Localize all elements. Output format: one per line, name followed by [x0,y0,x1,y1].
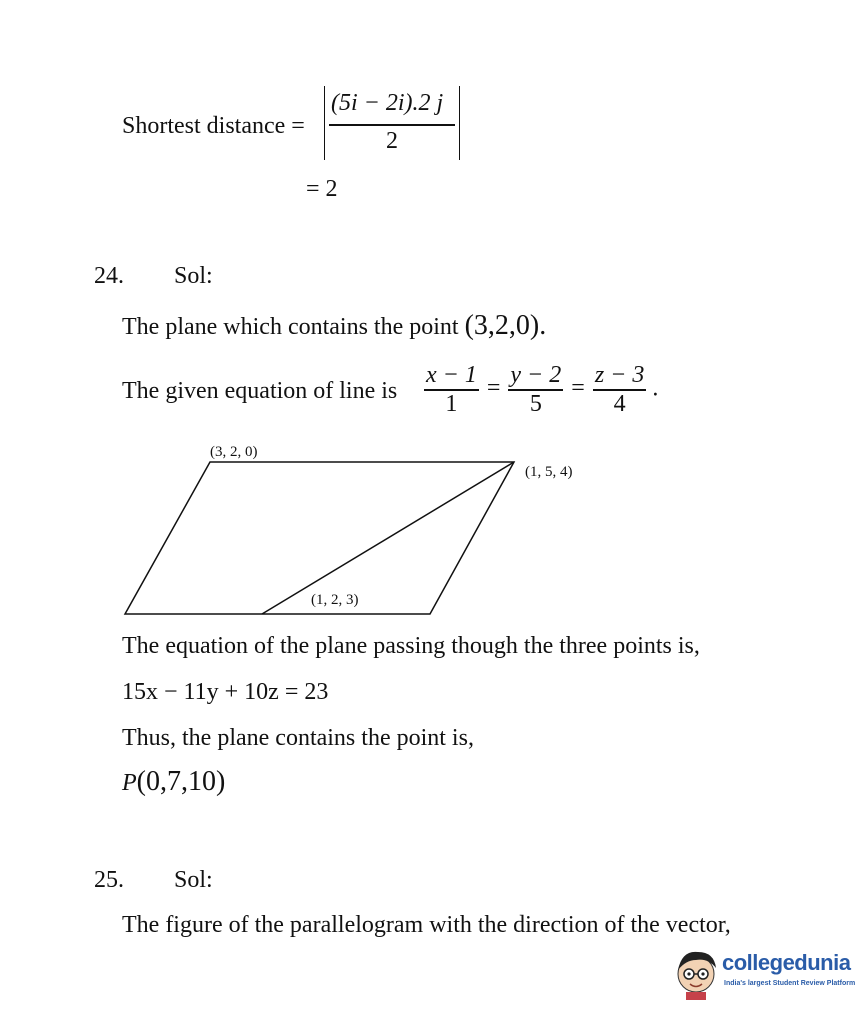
sol-label-24: Sol: [174,263,213,289]
collegedunia-logo [672,944,856,1004]
fraction-y: $\frac{y - 2}{5}$ [510,362,562,417]
parallelogram-figure [110,438,610,628]
fraction-bar [329,124,455,126]
line-equation-label: The given equation of line is [122,378,398,404]
distance-numerator: (5i − 2i).2 j [331,90,444,116]
diagonal-line [262,462,514,614]
brand-name: collegedunia [722,950,851,975]
distance-denominator: 2 [386,128,398,154]
line-equation: $\frac{x - 1}{1}$ = $\frac{y - 2}{5}$ = $\frac{z - 3}{4}$ . [426,362,659,417]
question-number-24: 24. [94,263,124,289]
mascot-icon [672,944,720,1000]
distance-result: = 2 [306,176,338,202]
point-3-2-0: (3,2,0). [464,310,547,341]
thus-statement: Thus, the plane contains the point is, [122,725,474,751]
question-number-25: 25. [94,867,124,893]
plane-point-line: The plane which contains the point (3,2,0). [122,310,547,341]
abs-value-fraction [324,86,460,160]
label-1-2-3: (1, 2, 3) [311,592,359,608]
sol-label-25: Sol: [174,867,213,893]
point-p: P(0,7,10) [122,766,226,797]
shortest-distance-label: Shortest distance = [122,113,305,139]
label-1-5-4: (1, 5, 4) [525,464,573,480]
plane-equation-intro: The equation of the plane passing though the three points is, [122,633,700,659]
label-3-2-0: (3, 2, 0) [210,444,258,460]
parallelogram-intro: The figure of the parallelogram with the direction of the vector, [122,912,731,938]
brand-tagline: India's largest Student Review Platform [724,980,856,987]
plane-equation: 15x − 11y + 10z = 23 [122,679,329,705]
fraction-z: $\frac{z - 3}{4}$ [594,362,645,417]
fraction-x: $\frac{x - 1}{1}$ [426,362,477,417]
